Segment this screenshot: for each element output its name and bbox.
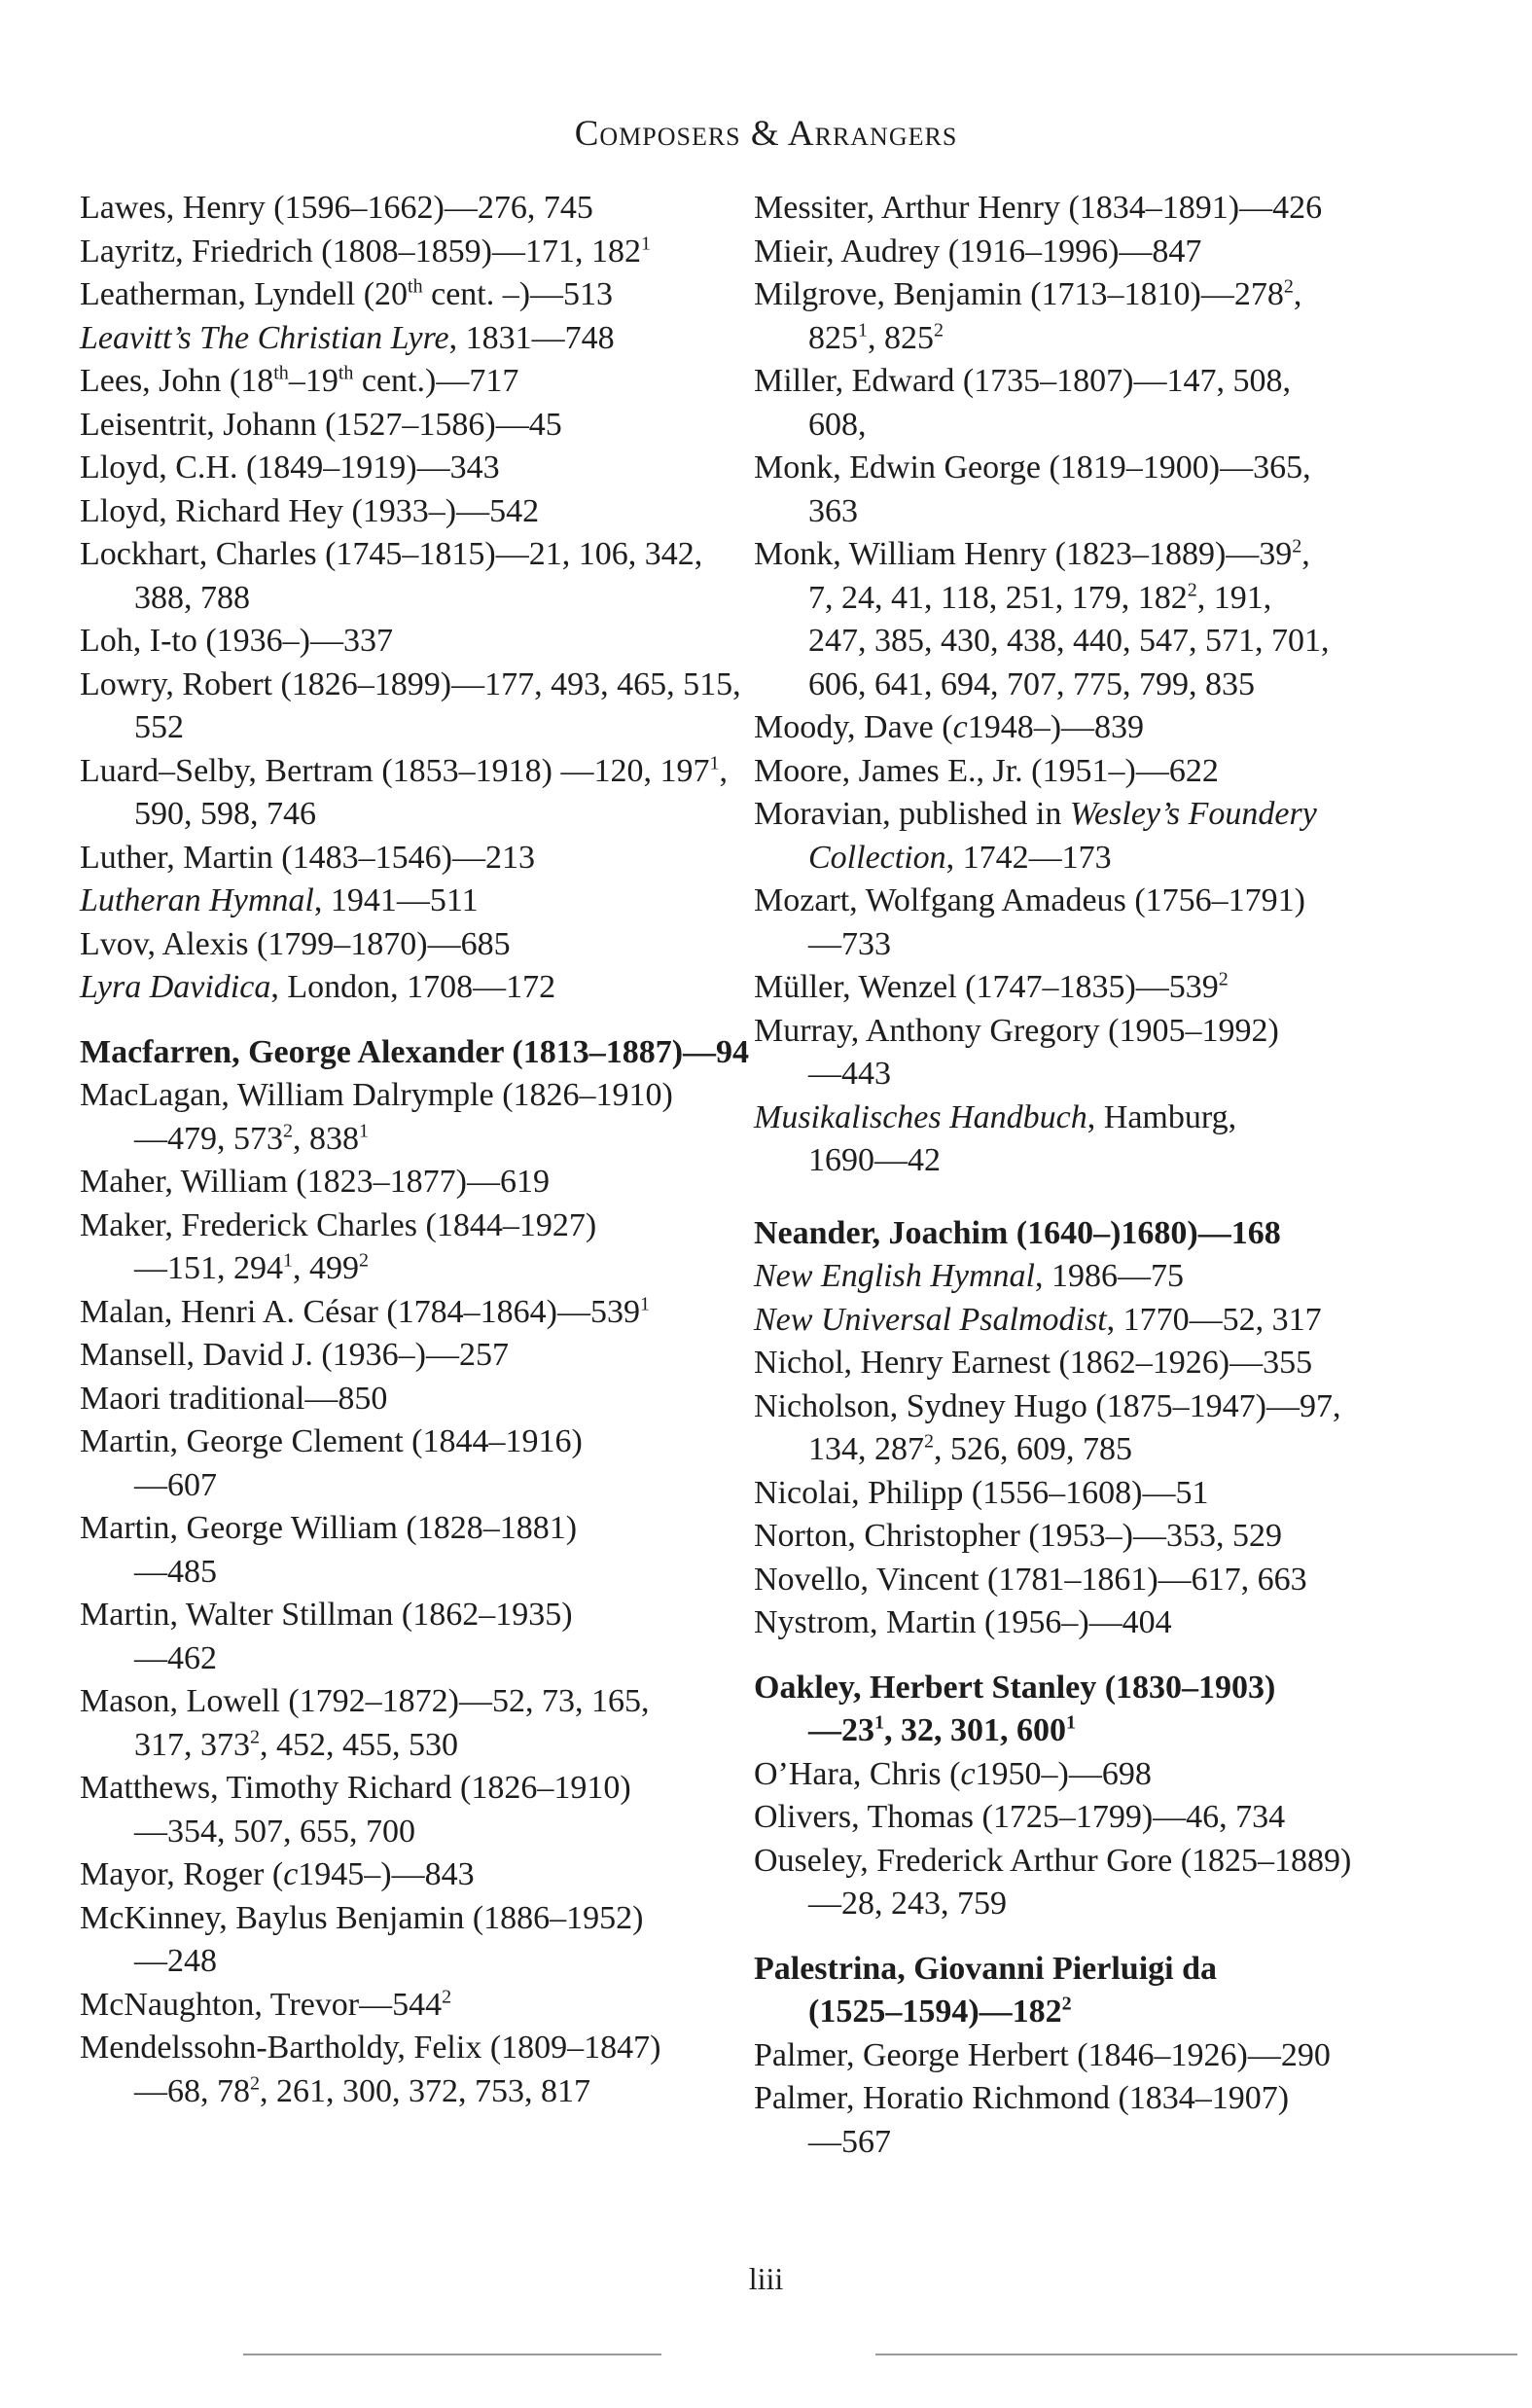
- index-entry: [754, 273, 1454, 360]
- index-entry: [80, 1853, 761, 1897]
- index-entry: [80, 404, 761, 448]
- index-entry-text: Mieir, Audrey (1916–1996)—847: [754, 233, 1202, 270]
- index-entry-text: Lockhart, Charles (1745–1815)—21, 106, 342, 388, 788: [80, 536, 703, 616]
- index-entry-text: Leatherman, Lyndell (20th cent. –)—513: [80, 275, 614, 312]
- index-entry-text: Lowry, Robert (1826–1899)—177, 493, 465, 515, 552: [80, 665, 741, 745]
- index-entry: [80, 490, 761, 534]
- index-entry: [80, 447, 761, 490]
- index-entry-continuation: —151, $294^1$, $499^2$: [134, 1249, 369, 1286]
- index-entry-text: Palestrina, Giovanni Pierluigi da: [754, 1950, 1218, 1987]
- index-entry-text: Müller, Wenzel $(1747-1835)—539^2$: [754, 968, 1229, 1005]
- index-entry: [754, 1796, 1454, 1840]
- index-entry-text: Lawes, Henry (1596–1662)—276, 745: [80, 190, 593, 226]
- index-entry-text: Mayor, Roger (c1945–)—843: [80, 1856, 475, 1892]
- index-entry-text: Lvov, Alexis (1799–1870)—685: [80, 925, 511, 962]
- index-entry: [80, 1897, 761, 1984]
- bottom-rule-left: [243, 2354, 661, 2355]
- index-entry: [80, 923, 761, 967]
- index-entry-text: McNaughton, $Trevor—544^2$: [80, 1986, 452, 2023]
- index-entry-text: McKinney, Baylus Benjamin (1886–1952): [80, 1899, 644, 1936]
- index-entry: [80, 1984, 761, 2028]
- index-entry: [754, 1753, 1454, 1797]
- index-entry: [754, 706, 1454, 750]
- index-entry: [754, 1212, 1454, 1256]
- index-entry: [754, 1472, 1454, 1516]
- index-entry-text: Nichol, Henry Earnest (1862–1926)—355: [754, 1345, 1313, 1381]
- index-entry: [80, 1291, 761, 1335]
- index-entry: [80, 1031, 761, 1075]
- index-entry-continuation: Collection, 1742—173: [808, 839, 1112, 876]
- index-entry: [754, 1010, 1454, 1096]
- index-entry-continuation: 7, 24, 41, 118, 251, 179, $182^2$, 191,: [808, 579, 1272, 616]
- index-entry: [80, 317, 761, 361]
- index-entry: [754, 1515, 1454, 1559]
- index-entry: [754, 1342, 1454, 1385]
- index-entry-text: Monk, Edwin George (1819–1900)—365,: [754, 449, 1311, 485]
- index-entry-continuation: —248: [134, 1943, 217, 1979]
- index-entry: [80, 1204, 761, 1291]
- index-entry-text: Lloyd, Richard Hey (1933–)—542: [80, 492, 540, 529]
- index-entry-text: Ouseley, Frederick Arthur Gore (1825–1889): [754, 1842, 1352, 1879]
- index-entry: [754, 1299, 1454, 1343]
- index-entry: [80, 533, 761, 620]
- index-column-right: [754, 187, 1454, 2164]
- index-entry-continuation: —479, $573^2$, $838^1$: [134, 1120, 369, 1157]
- index-entry: [80, 1161, 761, 1204]
- index-entry: [754, 1096, 1454, 1183]
- index-entry-text: Lees, John (18th–19th cent.)—717: [80, 362, 519, 399]
- index-entry-continuation: —567: [808, 2123, 891, 2160]
- index-entry-text: MacLagan, William Dalrymple (1826–1910): [80, 1077, 673, 1113]
- index-entry: [80, 231, 761, 274]
- index-entry: [754, 447, 1454, 533]
- index-entry-text: Palmer, Horatio Richmond (1834–1907): [754, 2080, 1290, 2116]
- index-entry-text: Luther, Martin (1483–1546)—213: [80, 839, 535, 876]
- index-entry-text: Mason, Lowell (1792–1872)—52, 73, 165,: [80, 1683, 650, 1719]
- index-entry-text: Norton, Christopher (1953–)—353, 529: [754, 1518, 1283, 1554]
- index-entry-continuation: —354, 507, 655, 700: [134, 1813, 415, 1850]
- index-entry-continuation: —462: [134, 1639, 217, 1676]
- index-entry: [80, 360, 761, 404]
- index-entry-text: Lutheran Hymnal, 1941—511: [80, 882, 479, 918]
- index-entry-text: Palmer, George Herbert (1846–1926)—290: [754, 2036, 1331, 2073]
- index-entry: [80, 187, 761, 231]
- index-entry: [80, 837, 761, 881]
- index-entry: [754, 1840, 1454, 1926]
- page-title: Composers & Arrangers: [574, 114, 958, 154]
- index-entry: [80, 966, 761, 1010]
- index-entry: [754, 1559, 1454, 1602]
- index-entry-text: Matthews, Timothy Richard (1826–1910): [80, 1770, 631, 1806]
- index-entry: [754, 966, 1454, 1010]
- index-entry: [80, 750, 761, 837]
- index-entry-text: Lyra Davidica, London, 1708—172: [80, 969, 556, 1005]
- index-entry-continuation: 1690—42: [808, 1142, 941, 1178]
- page-number: liii: [748, 2261, 784, 2296]
- index-entry-text: Moore, James E., Jr. (1951–)—622: [754, 752, 1219, 789]
- index-entry-text: Macfarren, George Alexander (1813–1887)—94: [80, 1033, 750, 1070]
- index-entry-continuation: 608,: [808, 406, 867, 443]
- index-entry: [80, 1074, 761, 1161]
- index-entry: [754, 1667, 1454, 1753]
- index-entry: [754, 750, 1454, 794]
- index-entry: [80, 664, 761, 750]
- index-entry: [80, 1378, 761, 1421]
- index-entry-text: Miller, Edward (1735–1807)—147, 508,: [754, 363, 1292, 399]
- index-entry-continuation: —607: [134, 1466, 217, 1503]
- index-entry-text: Nicolai, Philipp (1556–1608)—51: [754, 1474, 1209, 1511]
- index-entry-text: Maher, William (1823–1877)—619: [80, 1164, 550, 1200]
- index-entry-continuation: 317, $373^2$, 452, 455, 530: [134, 1726, 458, 1763]
- index-entry-continuation: —733: [808, 925, 891, 962]
- index-entry-text: Moravian, published in Wesley’s Foundery: [754, 796, 1317, 832]
- index-entry: [80, 2027, 761, 2113]
- index-entry: [754, 1385, 1454, 1472]
- index-entry-continuation: 134, $287^2$, 526, 609, 785: [808, 1430, 1132, 1467]
- index-entry-continuation: 247, 385, 430, 438, 440, 547, 571, 701,: [808, 623, 1330, 659]
- index-entry-text: Novello, Vincent (1781–1861)—617, 663: [754, 1561, 1307, 1598]
- index-entry-continuation: —28, 243, 759: [808, 1886, 1007, 1922]
- index-entry-text: New English Hymnal, 1986—75: [754, 1258, 1184, 1294]
- index-entry-text: O’Hara, Chris (c1950–)—698: [754, 1755, 1152, 1792]
- index-entry-text: Neander, Joachim (1640–)1680)—168: [754, 1214, 1281, 1251]
- index-entry-text: Maori traditional—850: [80, 1380, 388, 1417]
- index-entry-text: Monk, William Henry $(1823-1889)—39^2$,: [754, 535, 1310, 572]
- index-entry-continuation: —68, $78^2$, 261, 300, 372, 753, 817: [134, 2072, 590, 2109]
- index-entry: [80, 1767, 761, 1853]
- index-entry-text: Leavitt’s The Christian Lyre, 1831—748: [80, 319, 615, 356]
- index-entry: [754, 793, 1454, 880]
- index-entry-continuation: —443: [808, 1056, 891, 1092]
- index-entry: [80, 880, 761, 923]
- index-entry-text: Martin, George Clement (1844–1916): [80, 1423, 583, 1459]
- index-entry-text: New Universal Psalmodist, 1770—52, 317: [754, 1301, 1322, 1338]
- index-entry: [80, 1680, 761, 1767]
- index-column-left: [80, 187, 761, 2113]
- index-entry-continuation: —485: [134, 1553, 217, 1590]
- index-entry: [80, 1507, 761, 1594]
- index-entry: [754, 360, 1454, 447]
- index-entry-text: Maker, Frederick Charles (1844–1927): [80, 1206, 597, 1243]
- bottom-rule-right: [875, 2354, 1517, 2355]
- index-entry-text: Loh, I-to (1936–)—337: [80, 623, 394, 659]
- index-entry: [80, 1334, 761, 1378]
- index-entry-text: Martin, Walter Stillman (1862–1935): [80, 1597, 573, 1633]
- index-entry: [754, 187, 1454, 231]
- index-entry: [754, 2034, 1454, 2078]
- index-entry: [754, 231, 1454, 274]
- index-entry-text: Mendelssohn-Bartholdy, Felix (1809–1847): [80, 2030, 661, 2066]
- index-entry-text: Layritz, Friedrich (1808–1859)—171, $182^1$: [80, 233, 651, 270]
- index-entry: [80, 620, 761, 664]
- index-entry: [754, 1601, 1454, 1645]
- index-entry-text: Olivers, Thomas (1725–1799)—46, 734: [754, 1799, 1286, 1835]
- index-entry-continuation: $(1525-1594)—182^2$: [808, 1993, 1072, 2030]
- index-entry-text: Mozart, Wolfgang Amadeus (1756–1791): [754, 882, 1305, 918]
- index-entry-text: Oakley, Herbert Stanley (1830–1903): [754, 1669, 1276, 1706]
- index-entry: [754, 880, 1454, 966]
- index-entry: [754, 1948, 1454, 2034]
- index-entry: [754, 2077, 1454, 2164]
- index-entry: [80, 1594, 761, 1680]
- index-entry-text: Nystrom, Martin (1956–)—404: [754, 1604, 1172, 1640]
- index-entry-continuation: $—23^1$, 32, 301, $600^1$: [808, 1711, 1076, 1748]
- index-entry-continuation: 363: [808, 492, 858, 529]
- index-entry: [80, 273, 761, 317]
- index-entry: [754, 1255, 1454, 1299]
- index-entry: [80, 1420, 761, 1507]
- index-entry-text: Moody, Dave (c1948–)—839: [754, 709, 1145, 745]
- index-entry-text: Murray, Anthony Gregory (1905–1992): [754, 1012, 1279, 1049]
- index-entry-text: Leisentrit, Johann (1527–1586)—45: [80, 406, 562, 443]
- index-entry-text: Nicholson, Sydney Hugo (1875–1947)—97,: [754, 1387, 1341, 1424]
- index-entry: [754, 533, 1454, 706]
- index-entry-text: Musikalisches Handbuch, Hamburg,: [754, 1098, 1237, 1135]
- index-entry-text: Messiter, Arthur Henry (1834–1891)—426: [754, 190, 1323, 226]
- index-entry-text: Luard–Selby, Bertram (1853–1918) —120, $197^1$, 590, 598, 746: [80, 752, 728, 832]
- index-entry-continuation: 606, 641, 694, 707, 775, 799, 835: [808, 665, 1255, 702]
- index-entry-continuation: $825^1$, $825^2$: [808, 319, 944, 356]
- index-entry-text: Martin, George William (1828–1881): [80, 1510, 578, 1546]
- index-entry-text: Lloyd, C.H. (1849–1919)—343: [80, 449, 500, 485]
- index-entry-text: Milgrove, Benjamin $(1713-1810)—278^2$,: [754, 275, 1302, 312]
- index-entry-text: Malan, Henri A. César $(1784-1864)—539^1$: [80, 1293, 651, 1330]
- index-entry-text: Mansell, David J. (1936–)—257: [80, 1337, 510, 1373]
